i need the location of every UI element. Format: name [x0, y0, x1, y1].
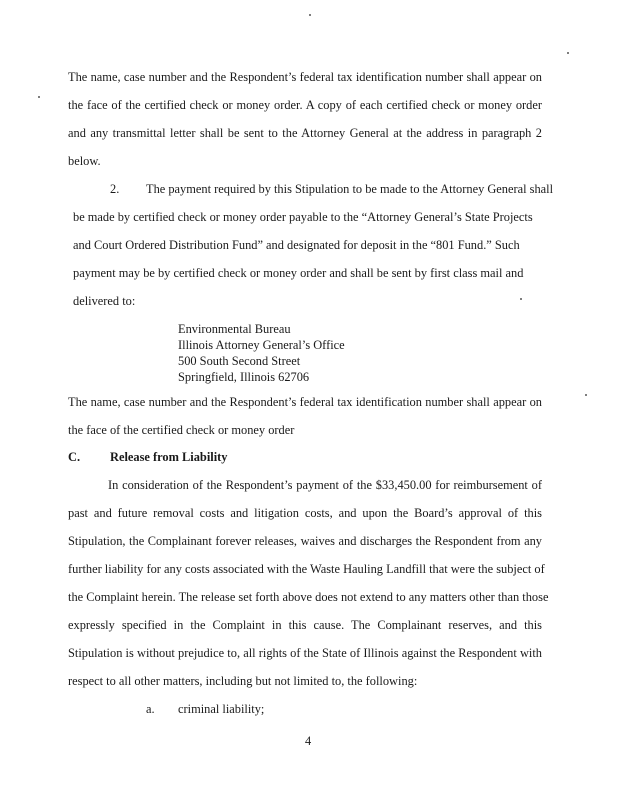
para2-line-3: and Court Ordered Distribution Fund” and designated for deposit in the “801 Fund.” Such [73, 238, 520, 252]
list-item-a-text: criminal liability; [178, 702, 265, 716]
para1-line-4: below. [68, 154, 101, 168]
section-c-line-1: In consideration of the Respondent’s payment of the $33,450.00 for reimbursement of [108, 478, 542, 492]
scan-speck [309, 14, 311, 16]
list-item-a-marker: a. [146, 702, 155, 716]
section-c-line-6: expressly specified in the Complaint in this cause. The Complainant reserves, and this [68, 618, 542, 632]
address-line-2: Illinois Attorney General’s Office [178, 338, 345, 352]
section-c-line-8: respect to all other matters, including but not limited to, the following: [68, 674, 418, 688]
section-c-line-4: further liability for any costs associated with the Waste Hauling Landfill that were the subject of [68, 562, 545, 576]
scan-speck [585, 394, 587, 396]
para2-line-4: payment may be by certified check or money order and shall be sent by first class mail and [73, 266, 524, 280]
address-line-1: Environmental Bureau [178, 322, 291, 336]
section-c-line-7: Stipulation is without prejudice to, all rights of the State of Illinois against the Respondent with [68, 646, 542, 660]
para2-line-2: be made by certified check or money order payable to the “Attorney General’s State Projects [73, 210, 533, 224]
address-line-4: Springfield, Illinois 62706 [178, 370, 310, 384]
page-number: 4 [305, 734, 312, 748]
para3-line-2: the face of the certified check or money order [68, 423, 295, 437]
address-line-3: 500 South Second Street [178, 354, 301, 368]
para1-line-3: and any transmittal letter shall be sent to the Attorney General at the address in paragraph 2 [68, 126, 542, 140]
scan-speck [567, 52, 569, 54]
scan-speck [38, 96, 40, 98]
para3-line-1: The name, case number and the Respondent’s federal tax identification number shall appear on [68, 395, 542, 409]
para2-line-5: delivered to: [73, 294, 136, 308]
section-c-heading: Release from Liability [110, 450, 228, 464]
para1-line-1: The name, case number and the Respondent’s federal tax identification number shall appear on [68, 70, 542, 84]
section-c-line-2: past and future removal costs and litigation costs, and upon the Board’s approval of this [68, 506, 542, 520]
section-c-line-5: the Complaint herein. The release set forth above does not extend to any matters other than those [68, 590, 549, 604]
scan-speck [520, 298, 522, 300]
para2-number: 2. [110, 182, 120, 196]
section-c-letter: C. [68, 450, 81, 464]
section-c-line-3: Stipulation, the Complainant forever releases, waives and discharges the Respondent from any [68, 534, 542, 548]
para1-line-2: the face of the certified check or money order. A copy of each certified check or money order [68, 98, 542, 112]
para2-line-1: The payment required by this Stipulation to be made to the Attorney General shall [146, 182, 554, 196]
